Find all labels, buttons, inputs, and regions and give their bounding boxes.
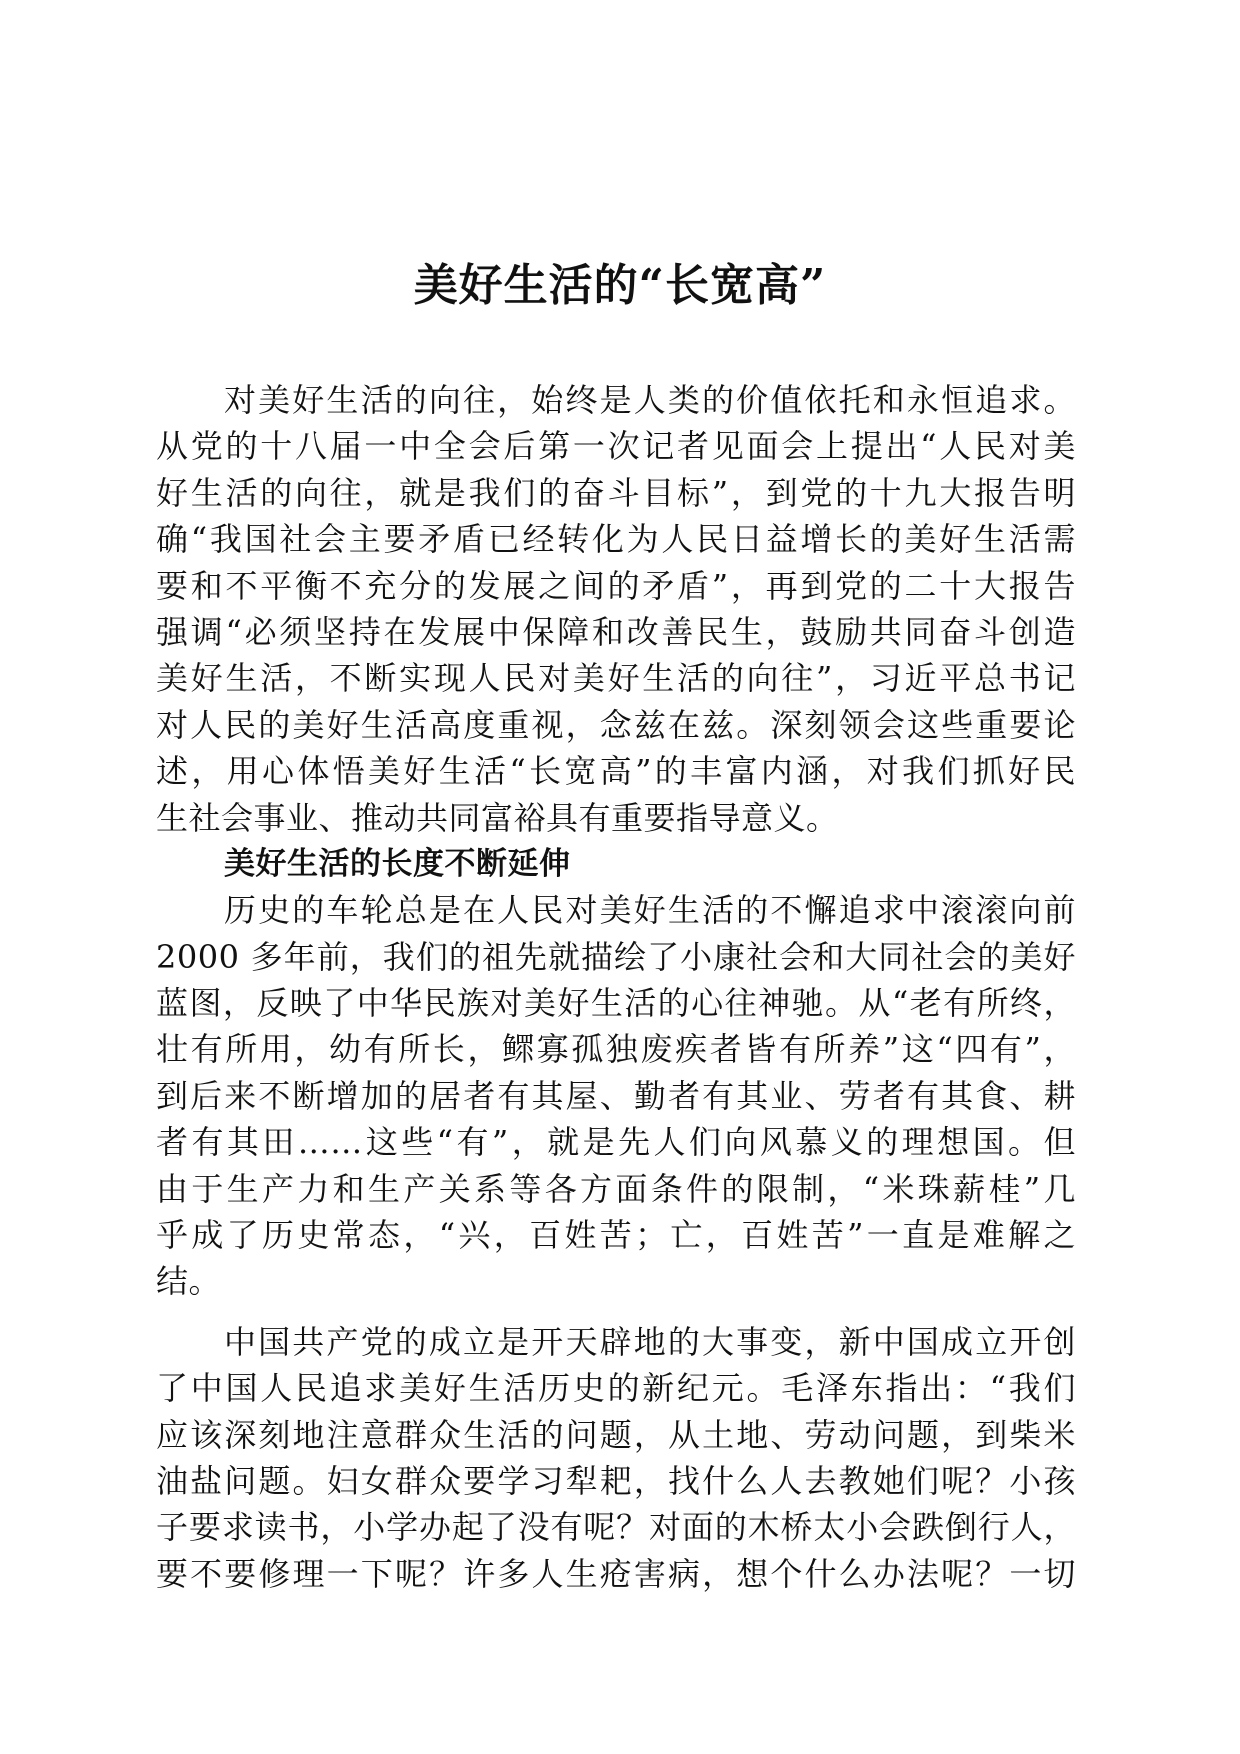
- document-title: 美好生活的“长宽高”: [413, 260, 827, 311]
- paragraph-party: [156, 1319, 1076, 1597]
- paragraph-line: 从党的十八届一中全会后第一次记者见面会上提出“人民对美: [156, 427, 1076, 466]
- paragraph-spacer: [156, 1305, 1076, 1319]
- paragraph-line: 2000 多年前，我们的祖先就描绘了小康社会和大同社会的美好: [156, 937, 1076, 976]
- paragraph-line: 要不要修理一下呢？许多人生疮害病，想个什么办法呢？一切: [156, 1554, 1076, 1593]
- paragraph-line: 者有其田……这些“有”，就是先人们向风慕义的理想国。但: [156, 1123, 1076, 1162]
- paragraph-line: 历史的车轮总是在人民对美好生活的不懈追求中滚滚向前: [224, 891, 1076, 930]
- paragraph-line: 中国共产党的成立是开天辟地的大事变，新中国成立开创: [224, 1322, 1076, 1361]
- paragraph-line: 子要求读书，小学办起了没有呢？对面的木桥太小会跌倒行人，: [156, 1508, 1076, 1547]
- paragraph-line: 油盐问题。妇女群众要学习犁耙，找什么人去教她们呢？小孩: [156, 1461, 1076, 1500]
- paragraph-line: 乎成了历史常态，“兴，百姓苦；亡，百姓苦”一直是难解之: [156, 1216, 1076, 1255]
- paragraph-line: 述，用心体悟美好生活“长宽高”的丰富内涵，对我们抓好民: [156, 752, 1076, 791]
- paragraph-line: 结。: [156, 1262, 222, 1301]
- paragraph-line: 生社会事业、推动共同富裕具有重要指导意义。: [156, 798, 839, 837]
- paragraph-line: 应该深刻地注意群众生活的问题，从土地、劳动问题，到柴米: [156, 1415, 1076, 1454]
- paragraph-line: 到后来不断增加的居者有其屋、勤者有其业、劳者有其食、耕: [156, 1076, 1076, 1115]
- paragraph-intro: [156, 377, 1076, 841]
- document-body: [156, 377, 1076, 1597]
- paragraph-line: 美好生活，不断实现人民对美好生活的向往”，习近平总书记: [156, 659, 1076, 698]
- paragraph-line: 由于生产力和生产关系等各方面条件的限制，“米珠薪桂”几: [156, 1169, 1076, 1208]
- paragraph-line: 确“我国社会主要矛盾已经转化为人民日益增长的美好生活需: [156, 520, 1076, 559]
- paragraph-line: 要和不平衡不充分的发展之间的矛盾”，再到党的二十大报告: [156, 566, 1076, 605]
- paragraph-line: 强调“必须坚持在发展中保障和改善民生，鼓励共同奋斗创造: [156, 612, 1076, 651]
- paragraph-line: 蓝图，反映了中华民族对美好生活的心往神驰。从“老有所终，: [156, 984, 1076, 1023]
- paragraph-line: 了中国人民追求美好生活历史的新纪元。毛泽东指出：“我们: [156, 1369, 1076, 1408]
- paragraph-line: 对美好生活的向往，始终是人类的价值依托和永恒追求。: [224, 381, 1076, 419]
- paragraph-line: 好生活的向往，就是我们的奋斗目标”，到党的十九大报告明: [156, 473, 1076, 512]
- paragraph-history: [156, 887, 1076, 1305]
- paragraph-line: 壮有所用，幼有所长，鳏寡孤独废疾者皆有所养”这“四有”，: [156, 1030, 1076, 1069]
- section-heading: 美好生活的长度不断延伸: [224, 845, 571, 882]
- paragraph-line: 对人民的美好生活高度重视，念兹在兹。深刻领会这些重要论: [156, 705, 1076, 744]
